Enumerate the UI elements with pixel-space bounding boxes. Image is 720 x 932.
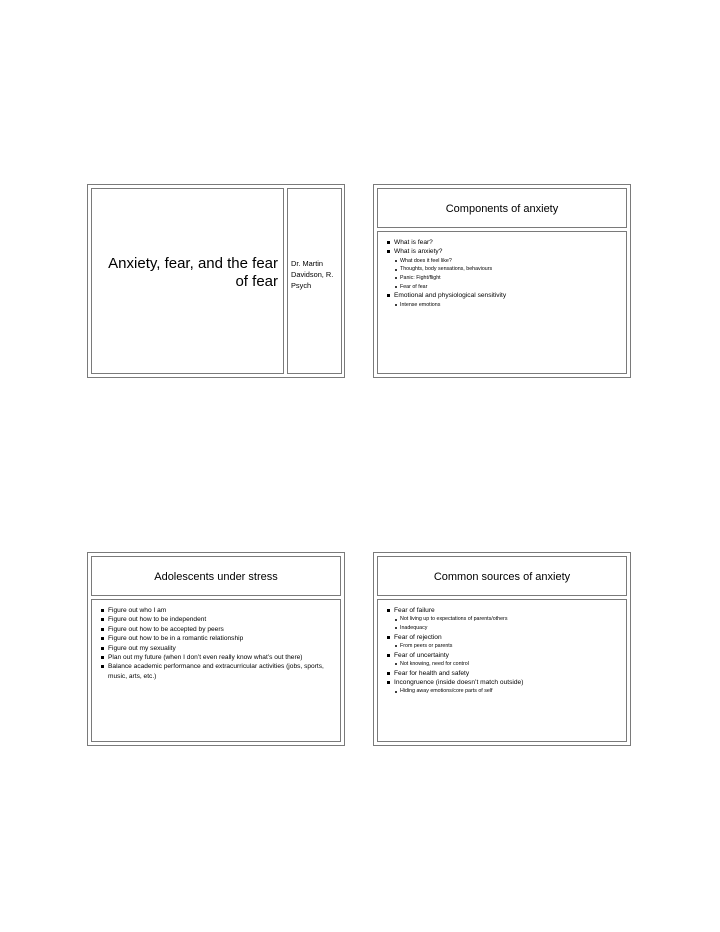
bullet-list	[386, 606, 620, 696]
slide-title: Components of anxiety	[445, 203, 559, 215]
slide-body	[91, 599, 341, 742]
bullet-item: Figure out how to be accepted by peers	[100, 625, 334, 634]
bullet-item: Figure out who I am	[100, 606, 334, 615]
sub-bullet-item: Fear of fear	[386, 283, 620, 292]
presentation-title: Anxiety, fear, and the fear of fear	[108, 255, 278, 290]
slide-title: Adolescents under stress	[154, 571, 278, 583]
slide-title	[87, 184, 345, 378]
slide-title: Common sources of anxiety	[433, 571, 571, 583]
sub-bullet-item: Panic: Fight/flight	[386, 274, 620, 283]
slide-components	[373, 184, 631, 378]
bullet-item: Fear for health and safety	[386, 669, 620, 678]
title-panel	[91, 188, 284, 374]
bullet-item: Fear of failure	[386, 606, 620, 615]
sub-bullet-item: What does it feel like?	[386, 257, 620, 266]
bullet-item: What is fear?	[386, 238, 620, 247]
slide-sources	[373, 552, 631, 746]
slide-body	[377, 599, 627, 742]
presenter-name: Dr. Martin Davidson, R. Psych	[291, 259, 334, 290]
slide-title-box	[377, 188, 627, 228]
slide-adolescents	[87, 552, 345, 746]
sub-bullet-item: Hiding away emotions/core parts of self	[386, 687, 620, 696]
bullet-item: Fear of rejection	[386, 633, 620, 642]
sub-bullet-item: Intense emotions	[386, 301, 620, 310]
bullet-list	[386, 238, 620, 309]
bullet-item: Figure out how to be in a romantic relationship	[100, 634, 334, 643]
sub-bullet-item: From peers or parents	[386, 642, 620, 651]
slide-body	[377, 231, 627, 374]
bullet-item: Fear of uncertainty	[386, 651, 620, 660]
slide-title-box	[377, 556, 627, 596]
bullet-item: Emotional and physiological sensitivity	[386, 291, 620, 300]
slide-title-box	[91, 556, 341, 596]
bullet-item: What is anxiety?	[386, 247, 620, 256]
bullet-item: Figure out how to be independent	[100, 615, 334, 624]
sub-bullet-item: Not living up to expectations of parents/others	[386, 615, 620, 624]
bullet-list	[100, 606, 334, 681]
sub-bullet-item: Inadequacy	[386, 624, 620, 633]
bullet-item: Incongruence (inside doesn’t match outside)	[386, 678, 620, 687]
sub-bullet-item: Thoughts, body sensations, behaviours	[386, 265, 620, 274]
sub-bullet-item: Not knowing, need for control	[386, 660, 620, 669]
bullet-item: Plan out my future (when I don’t even really know what’s out there)	[100, 653, 334, 662]
bullet-item: Balance academic performance and extracurricular activities (jobs, sports, music, arts, etc.)	[100, 662, 334, 681]
presenter-panel	[287, 188, 342, 374]
bullet-item: Figure out my sexuality	[100, 644, 334, 653]
